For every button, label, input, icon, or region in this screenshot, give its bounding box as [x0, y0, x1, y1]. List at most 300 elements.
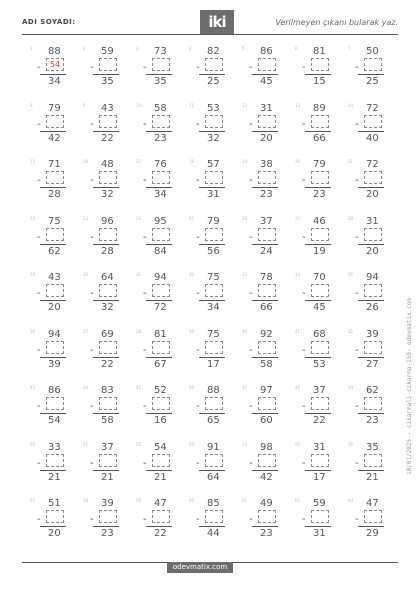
difference: 58: [101, 415, 114, 426]
difference: 32: [101, 302, 114, 313]
difference: 23: [313, 189, 326, 200]
problem-row: [22, 381, 394, 438]
question-number: 34: [295, 272, 301, 277]
difference: 42: [48, 132, 61, 144]
difference: 28: [101, 245, 114, 257]
answer-box[interactable]: [311, 397, 329, 410]
minuend: 62: [366, 385, 379, 396]
question-number: 3: [136, 46, 139, 51]
minus-sign: -: [37, 344, 41, 356]
question-number: 28: [348, 215, 354, 221]
answer-box[interactable]: [364, 228, 382, 241]
minuend: 51: [48, 498, 61, 509]
result-line: [199, 300, 225, 301]
subtraction-problem: [75, 42, 128, 98]
answer-box[interactable]: [152, 454, 170, 467]
difference: 56: [207, 245, 220, 257]
subtraction-problem: [128, 268, 181, 324]
question-number: 13: [295, 102, 301, 108]
answer-box[interactable]: [205, 115, 223, 128]
difference: 22: [154, 528, 167, 539]
answer-box[interactable]: [311, 510, 329, 523]
minuend: 79: [207, 215, 220, 227]
question-number: 9: [83, 102, 86, 108]
minuend: 73: [154, 46, 167, 57]
result-line: [252, 74, 278, 75]
result-line: [93, 74, 119, 75]
difference: 42: [260, 471, 273, 483]
subtraction-problem: [128, 42, 181, 98]
result-line: [305, 187, 331, 188]
difference: 20: [366, 189, 379, 200]
minus-sign: -: [355, 457, 359, 469]
subtraction-problem: [128, 155, 181, 211]
difference: 23: [260, 189, 273, 200]
minus-sign: -: [90, 118, 94, 130]
answer-box[interactable]: [152, 115, 170, 128]
subtraction-problem: [234, 494, 287, 550]
difference: 35: [101, 76, 114, 87]
answer-box[interactable]: [258, 284, 276, 297]
minus-sign: -: [37, 514, 41, 525]
difference: 72: [154, 302, 167, 313]
answer-box[interactable]: [364, 58, 382, 71]
difference: 15: [313, 76, 326, 87]
minus-sign: -: [143, 401, 147, 412]
minuend: 71: [48, 159, 61, 170]
difference: 21: [154, 471, 167, 483]
minuend: 39: [101, 498, 114, 509]
subtraction-problem: [181, 99, 234, 155]
minus-sign: -: [143, 514, 147, 525]
answer-box[interactable]: [99, 341, 117, 354]
minuend: 81: [154, 328, 167, 340]
result-line: [305, 357, 331, 358]
answer-box[interactable]: [311, 454, 329, 467]
minus-sign: -: [90, 344, 94, 356]
answer-box[interactable]: [205, 284, 223, 297]
result-line: [40, 470, 66, 471]
subtraction-problem: [234, 155, 287, 211]
difference: 25: [207, 76, 220, 87]
minuend: 69: [101, 328, 114, 340]
difference: 58: [260, 358, 273, 370]
minus-sign: -: [196, 231, 200, 243]
subtraction-problem: [340, 268, 393, 324]
minuend: 75: [48, 215, 61, 227]
result-line: [358, 413, 384, 414]
minuend: 37: [313, 385, 326, 396]
subtraction-problem: [181, 325, 234, 381]
question-number: 24: [136, 215, 142, 221]
answer-box[interactable]: [205, 58, 223, 71]
result-line: [146, 74, 172, 75]
answer-box[interactable]: [99, 510, 117, 523]
minus-sign: -: [302, 118, 306, 130]
answer-box[interactable]: [311, 284, 329, 297]
subtraction-problem: [287, 494, 340, 550]
minus-sign: -: [196, 62, 200, 73]
subtraction-problem: [75, 155, 128, 211]
minus-sign: -: [302, 175, 306, 186]
answer-box[interactable]: [311, 171, 329, 184]
result-line: [305, 131, 331, 132]
result-line: [93, 131, 119, 132]
answer-box[interactable]: [258, 454, 276, 467]
minuend: 46: [313, 215, 326, 227]
result-line: [93, 300, 119, 301]
difference: 35: [154, 76, 167, 87]
subtraction-problem: [287, 438, 340, 494]
subtraction-problem: [181, 268, 234, 324]
difference: 22: [101, 132, 114, 144]
result-line: [305, 413, 331, 414]
minus-sign: -: [302, 344, 306, 356]
question-number: 46: [189, 385, 195, 390]
answer-box[interactable]: [205, 171, 223, 184]
minuend: 33: [48, 441, 61, 453]
result-line: [305, 526, 331, 527]
question-number: 5: [242, 46, 245, 51]
answer-box[interactable]: [364, 341, 382, 354]
subtraction-problem: [22, 155, 75, 211]
result-line: [305, 244, 331, 245]
question-number: 30: [83, 272, 89, 277]
subtraction-problem: [287, 212, 340, 268]
result-line: [146, 526, 172, 527]
question-number: 43: [30, 385, 36, 390]
minus-sign: -: [196, 288, 200, 299]
problem-row: [22, 155, 394, 212]
difference: 44: [207, 528, 220, 539]
answer-box[interactable]: [364, 171, 382, 184]
minus-sign: -: [249, 457, 253, 469]
question-number: 61: [242, 498, 248, 503]
difference: 23: [366, 415, 379, 426]
subtraction-problem: [287, 325, 340, 381]
question-number: 62: [295, 498, 301, 503]
minus-sign: -: [196, 344, 200, 356]
question-number: 20: [295, 159, 301, 164]
question-number: 19: [242, 159, 248, 164]
minuend: 82: [207, 46, 220, 57]
question-number: 56: [348, 441, 354, 447]
result-line: [146, 300, 172, 301]
subtraction-problem: [75, 212, 128, 268]
name-label: ADI SOYADI:: [22, 18, 76, 26]
minus-sign: -: [355, 231, 359, 243]
minuend: 35: [366, 441, 379, 453]
answer-box[interactable]: [311, 58, 329, 71]
question-number: 2: [83, 46, 86, 51]
minus-sign: -: [196, 118, 200, 130]
answer-box[interactable]: [311, 115, 329, 128]
minus-sign: -: [37, 288, 41, 299]
question-number: 33: [242, 272, 248, 277]
answer-box[interactable]: [46, 510, 64, 523]
answer-box[interactable]: [152, 284, 170, 297]
minus-sign: -: [143, 288, 147, 299]
minuend: 94: [48, 328, 61, 340]
answer-box[interactable]: [152, 341, 170, 354]
result-line: [252, 357, 278, 358]
minuend: 91: [207, 441, 220, 453]
minuend: 97: [260, 385, 273, 396]
minuend: 31: [260, 102, 273, 114]
question-number: 1: [30, 46, 33, 51]
result-line: [93, 357, 119, 358]
minuend: 70: [313, 272, 326, 283]
instruction-text: Verilmeyen çıkanı bularak yaz.: [275, 18, 398, 27]
question-number: 38: [136, 328, 142, 334]
result-line: [252, 131, 278, 132]
minuend: 94: [154, 272, 167, 283]
subtraction-problem: [340, 212, 393, 268]
subtraction-problem: [22, 325, 75, 381]
answer-box[interactable]: [258, 510, 276, 523]
subtraction-problem: [181, 155, 234, 211]
minus-sign: -: [90, 288, 94, 299]
difference: 66: [313, 132, 326, 144]
answer-box[interactable]: [152, 58, 170, 71]
result-line: [40, 526, 66, 527]
minus-sign: -: [249, 175, 253, 186]
answer-box[interactable]: [46, 228, 64, 241]
answer-box[interactable]: [258, 341, 276, 354]
minus-sign: -: [90, 62, 94, 73]
result-line: [146, 131, 172, 132]
answer-box[interactable]: [152, 510, 170, 523]
difference: 20: [48, 528, 61, 539]
minuend: 95: [154, 215, 167, 227]
difference: 27: [366, 358, 379, 370]
answer-box[interactable]: [152, 228, 170, 241]
minuend: 50: [366, 46, 379, 57]
minuend: 94: [366, 272, 379, 283]
minus-sign: -: [37, 62, 41, 73]
subtraction-problem: [234, 99, 287, 155]
minus-sign: -: [302, 288, 306, 299]
problem-grid: [22, 42, 394, 551]
subtraction-problem: [340, 155, 393, 211]
difference: 28: [48, 189, 61, 200]
minuend: 64: [101, 272, 114, 283]
result-line: [93, 470, 119, 471]
answer-box[interactable]: 54: [46, 58, 64, 71]
difference: 17: [207, 358, 220, 370]
difference: 45: [260, 76, 273, 87]
difference: 25: [366, 76, 379, 87]
minuend: 39: [366, 328, 379, 340]
difference: 84: [154, 245, 167, 257]
result-line: [305, 74, 331, 75]
subtraction-problem: [75, 99, 128, 155]
result-line: [252, 470, 278, 471]
answer-box[interactable]: [99, 171, 117, 184]
answer-box[interactable]: [258, 228, 276, 241]
minus-sign: -: [249, 231, 253, 243]
minus-sign: -: [90, 457, 94, 469]
minuend: 53: [207, 102, 220, 114]
answer-box[interactable]: [205, 228, 223, 241]
minus-sign: -: [355, 288, 359, 299]
result-line: [93, 187, 119, 188]
question-number: 48: [295, 385, 301, 390]
question-number: 6: [295, 46, 298, 51]
minus-sign: -: [90, 401, 94, 412]
answer-box[interactable]: [364, 510, 382, 523]
minuend: 86: [48, 385, 61, 396]
minuend: 52: [154, 385, 167, 396]
subtraction-problem: [340, 494, 393, 550]
subtraction-problem: [22, 268, 75, 324]
question-number: 53: [189, 441, 195, 447]
subtraction-problem: [340, 325, 393, 381]
result-line: [358, 187, 384, 188]
problem-row: [22, 325, 394, 382]
question-number: 36: [30, 328, 36, 334]
difference: 34: [207, 302, 220, 313]
subtraction-problem: [128, 212, 181, 268]
minus-sign: -: [37, 231, 41, 243]
minus-sign: -: [249, 514, 253, 525]
minus-sign: -: [37, 175, 41, 186]
problem-row: [22, 494, 394, 551]
result-line: [358, 244, 384, 245]
name-underline: [22, 34, 398, 35]
subtraction-problem: [22, 438, 75, 494]
question-number: 16: [83, 159, 89, 164]
minus-sign: -: [249, 288, 253, 299]
result-line: [199, 470, 225, 471]
minus-sign: -: [37, 401, 41, 412]
answer-box[interactable]: [99, 454, 117, 467]
subtraction-problem: [287, 99, 340, 155]
minuend: 31: [366, 215, 379, 227]
minuend: 85: [207, 498, 220, 509]
question-number: 17: [136, 159, 142, 164]
result-line: [146, 244, 172, 245]
difference: 66: [260, 302, 273, 313]
difference: 32: [101, 189, 114, 200]
result-line: [199, 526, 225, 527]
result-line: [93, 413, 119, 414]
answer-box[interactable]: [46, 284, 64, 297]
minuend: 68: [313, 328, 326, 340]
answer-box[interactable]: [258, 115, 276, 128]
subtraction-problem: [287, 155, 340, 211]
answer-box[interactable]: [99, 228, 117, 241]
subtraction-problem: [181, 381, 234, 437]
result-line: [252, 187, 278, 188]
minus-sign: -: [143, 118, 147, 130]
minuend: 89: [313, 102, 326, 114]
minus-sign: -: [249, 344, 253, 356]
question-number: 52: [136, 441, 142, 447]
difference: 60: [260, 415, 273, 426]
subtraction-problem: [181, 42, 234, 98]
answer-box[interactable]: [46, 171, 64, 184]
minus-sign: -: [355, 175, 359, 186]
minus-sign: -: [37, 118, 41, 130]
subtraction-problem: [181, 438, 234, 494]
minuend: 76: [154, 159, 167, 170]
difference: 34: [154, 189, 167, 200]
answer-box[interactable]: [311, 228, 329, 241]
result-line: [199, 187, 225, 188]
minus-sign: -: [302, 514, 306, 525]
answer-box[interactable]: [258, 171, 276, 184]
answer-box[interactable]: [205, 341, 223, 354]
problem-row: [22, 212, 394, 269]
answer-box[interactable]: [205, 397, 223, 410]
answer-box[interactable]: [364, 115, 382, 128]
answer-box[interactable]: [99, 284, 117, 297]
minus-sign: -: [302, 457, 306, 469]
minuend: 59: [101, 46, 114, 57]
answer-box[interactable]: [99, 58, 117, 71]
answer-box[interactable]: [205, 510, 223, 523]
answer-box[interactable]: [46, 454, 64, 467]
answer-box[interactable]: [99, 397, 117, 410]
answer-box[interactable]: [46, 397, 64, 410]
worksheet-header: [22, 10, 398, 36]
answer-box[interactable]: [364, 454, 382, 467]
minus-sign: -: [355, 344, 359, 356]
question-number: 27: [295, 215, 301, 221]
subtraction-problem: [22, 494, 75, 550]
answer-box[interactable]: [99, 115, 117, 128]
answer-box[interactable]: [205, 454, 223, 467]
minuend: 37: [260, 215, 273, 227]
subtraction-problem: [128, 325, 181, 381]
result-line: [252, 526, 278, 527]
difference: 39: [48, 358, 61, 370]
result-line: [40, 357, 66, 358]
answer-box[interactable]: [46, 341, 64, 354]
question-number: 51: [83, 441, 89, 447]
difference: 21: [48, 471, 61, 483]
subtraction-problem: [234, 381, 287, 437]
result-line: [252, 244, 278, 245]
result-line: [93, 526, 119, 527]
question-number: 7: [348, 46, 351, 51]
answer-box[interactable]: [364, 397, 382, 410]
difference: 22: [313, 415, 326, 426]
answer-box[interactable]: [152, 397, 170, 410]
answer-box[interactable]: [258, 58, 276, 71]
question-number: 54: [242, 441, 248, 447]
subtraction-problem: [128, 381, 181, 437]
minus-sign: -: [143, 457, 147, 469]
minuend: 72: [366, 102, 379, 114]
answer-box[interactable]: [46, 115, 64, 128]
answer-box[interactable]: [311, 341, 329, 354]
minus-sign: -: [196, 401, 200, 412]
minuend: 47: [154, 498, 167, 509]
minuend: 81: [313, 46, 326, 57]
answer-box[interactable]: [258, 397, 276, 410]
result-line: [40, 187, 66, 188]
difference: 19: [313, 245, 326, 257]
answer-box[interactable]: [152, 171, 170, 184]
difference: 20: [48, 302, 61, 313]
difference: 62: [48, 245, 61, 257]
answer-box[interactable]: [364, 284, 382, 297]
minuend: 86: [260, 46, 273, 57]
minuend: 43: [101, 102, 114, 114]
minuend: 75: [207, 272, 220, 283]
